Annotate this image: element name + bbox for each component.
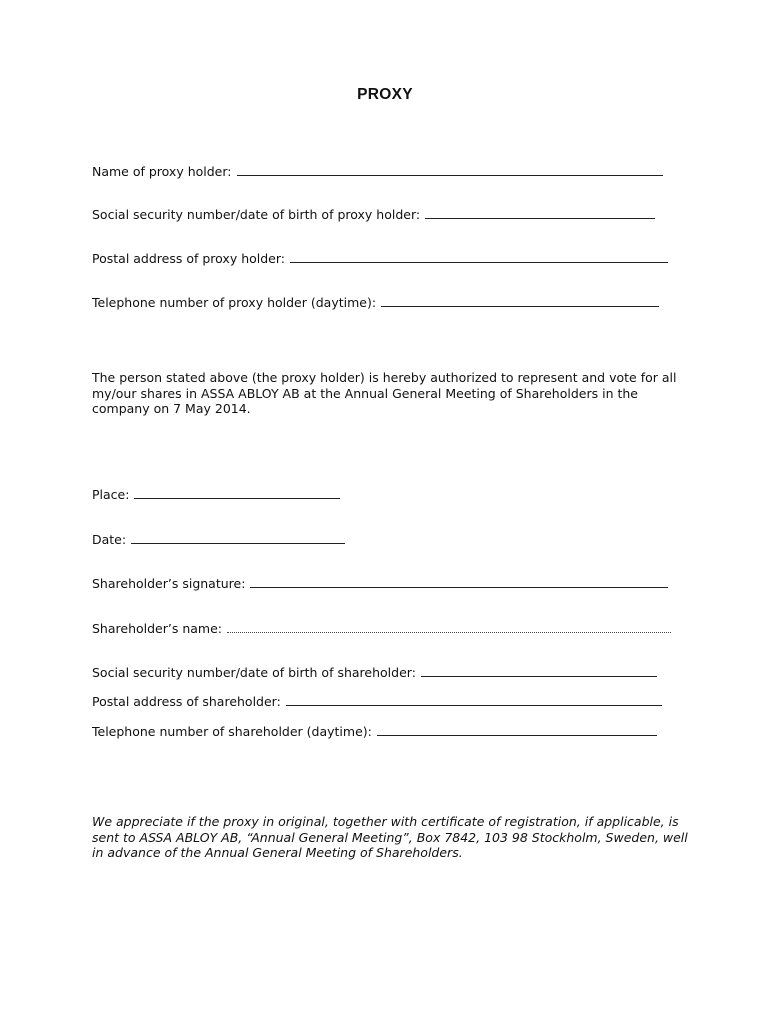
- date-label: Date:: [92, 532, 127, 547]
- shareholder-address-label: Postal address of shareholder:: [92, 694, 281, 709]
- shareholder-address-field[interactable]: [286, 694, 662, 706]
- place-row: [92, 487, 340, 503]
- proxy-holder-address-label: Postal address of proxy holder:: [92, 251, 285, 266]
- shareholder-signature-label: Shareholder’s signature:: [92, 576, 246, 591]
- shareholder-phone-row: [92, 724, 657, 740]
- proxy-holder-name-field[interactable]: [237, 164, 663, 176]
- shareholder-address-row: [92, 694, 662, 710]
- shareholder-signature-field[interactable]: [250, 576, 668, 588]
- proxy-holder-address-field[interactable]: [290, 251, 668, 263]
- shareholder-ssn-field[interactable]: [421, 665, 657, 677]
- proxy-holder-name-label: Name of proxy holder:: [92, 164, 232, 179]
- proxy-holder-address-row: [92, 251, 668, 267]
- shareholder-phone-field[interactable]: [377, 724, 657, 736]
- proxy-holder-ssn-field[interactable]: [425, 207, 655, 219]
- date-field[interactable]: [131, 532, 345, 544]
- closing-note: We appreciate if the proxy in original, together with certificate of registration, if applicable, is sent to ASSA ABLOY AB, “Annual General Meeting”, Box 7842, 103 98 Stockholm, Sweden, well in advance of the Annual General Meeting of Shareholders.: [92, 814, 688, 860]
- proxy-holder-phone-field[interactable]: [381, 295, 659, 307]
- shareholder-phone-label: Telephone number of shareholder (daytime):: [92, 724, 372, 739]
- page-title: PROXY: [357, 86, 413, 103]
- place-field[interactable]: [134, 487, 340, 499]
- shareholder-name-label: Shareholder’s name:: [92, 621, 222, 636]
- shareholder-ssn-label: Social security number/date of birth of shareholder:: [92, 665, 416, 680]
- shareholder-signature-row: [92, 576, 668, 592]
- shareholder-name-row: [92, 621, 671, 637]
- proxy-holder-name-row: [92, 164, 663, 180]
- proxy-holder-phone-label: Telephone number of proxy holder (daytime):: [92, 295, 377, 310]
- place-label: Place:: [92, 487, 130, 502]
- proxy-holder-ssn-label: Social security number/date of birth of proxy holder:: [92, 207, 421, 222]
- shareholder-name-field[interactable]: [227, 621, 671, 633]
- proxy-holder-ssn-row: [92, 207, 655, 223]
- shareholder-ssn-row: [92, 665, 657, 681]
- proxy-holder-phone-row: [92, 295, 659, 311]
- date-row: [92, 532, 345, 548]
- authorization-paragraph: The person stated above (the proxy holder) is hereby authorized to represent and vote for all my/our shares in ASSA ABLOY AB at the Annual General Meeting of Shareholders in the company on 7 May 2014.: [92, 370, 677, 416]
